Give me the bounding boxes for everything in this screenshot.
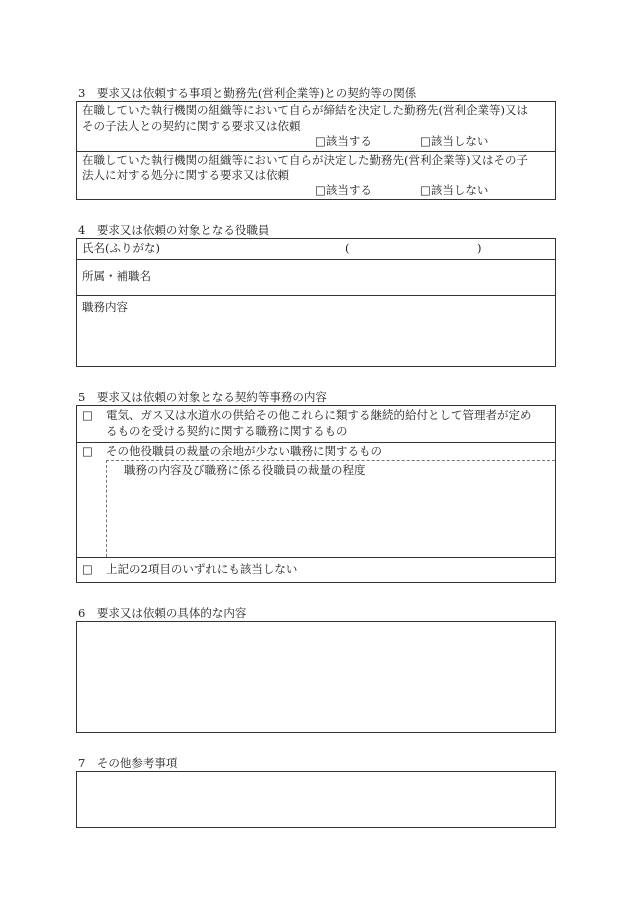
item3-checkbox[interactable]: □ [82,562,93,576]
duties-label: 職務内容 [82,300,128,314]
sub-box-top-border [106,460,555,461]
row2-text-line1: 在職していた執行機関の組織等において自らが決定した勤務先(営利企業等)又はその子 [82,153,528,167]
item2-checkbox[interactable]: □ [82,444,93,458]
furigana-paren-close: ) [477,241,482,255]
row-divider [77,151,555,152]
item1-text-line1: 電気、ガス又は水道水の供給その他これらに類する継続的給付として管理者が定め [106,408,532,422]
department-label: 所属・補職名 [82,269,151,283]
section-7-heading: 7 その他参考事項 [78,756,178,770]
section-5-table [76,405,556,583]
row-divider [77,259,555,260]
section-6-heading: 6 要求又は依頼の具体的な内容 [78,606,247,620]
row-divider [77,557,555,558]
row-divider [77,295,555,296]
row1-option-not-applicable[interactable]: □該当しない [420,134,489,148]
item3-text: 上記の2項目のいずれにも該当しない [106,562,298,576]
row2-option-applicable[interactable]: □該当する [315,183,372,197]
row1-text-line1: 在職していた執行機関の組織等において自らが締結を決定した勤務先(営利企業等)又は [82,103,528,117]
item2-text: その他役職員の裁量の余地が少ない職務に関するもの [106,444,382,458]
row1-option-applicable[interactable]: □該当する [315,134,372,148]
section-4-heading: 4 要求又は依頼の対象となる役職員 [78,223,270,237]
name-label: 氏名(ふりがな) [82,241,160,255]
section-7-input-box[interactable] [76,771,556,828]
section-6-input-box[interactable] [76,621,556,733]
row1-text-line2: その子法人との契約に関する要求又は依頼 [82,119,301,133]
furigana-paren-open: ( [345,241,350,255]
item2-sub-label: 職務の内容及び職務に係る役職員の裁量の程度 [124,463,366,477]
section-4-table [76,238,556,367]
section-5-heading: 5 要求又は依頼の対象となる契約等事務の内容 [78,390,327,404]
row-divider [77,442,555,443]
section-3-heading: 3 要求又は依頼する事項と勤務先(営利企業等)との契約等の関係 [78,86,417,100]
item1-text-line2: るものを受ける契約に関する職務に関するもの [106,424,348,438]
row2-option-not-applicable[interactable]: □該当しない [420,183,489,197]
section-3-table [76,101,556,200]
row2-text-line2: 法人に対する処分に関する要求又は依頼 [82,168,289,182]
sub-box-left-border [106,460,107,557]
item1-checkbox[interactable]: □ [82,408,93,422]
